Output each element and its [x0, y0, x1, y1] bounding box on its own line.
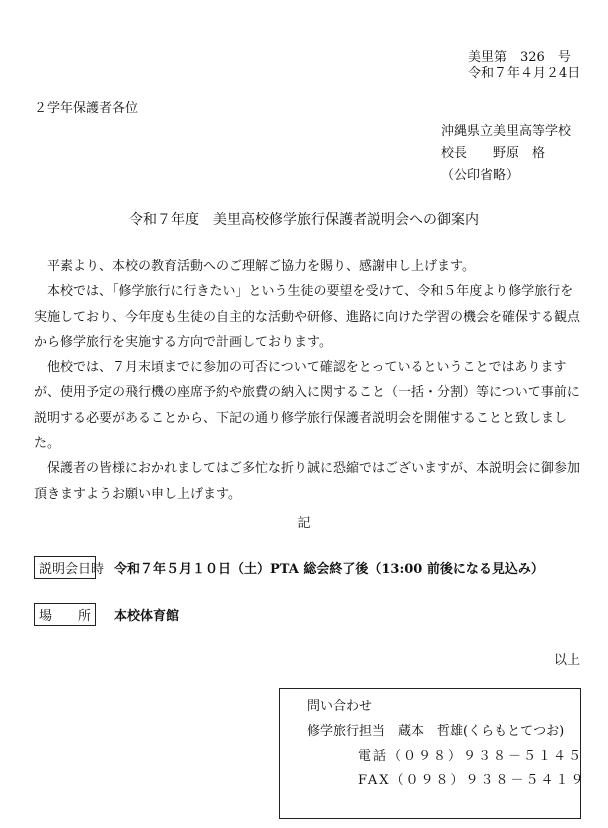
contact-phone: 電話（０９８）９３８－５１４５: [358, 749, 584, 764]
principal-name: 校長 野原 格: [441, 146, 546, 161]
place-row: [34, 603, 179, 626]
datetime-label: 説明会日時: [34, 556, 96, 579]
body-paragraph: 保護者の皆様におかれましてはご多忙な折り誠に恐縮ではございますが、本説明会に御参加頂きますようお願い申し上げます。: [34, 461, 581, 502]
datetime-row: [34, 556, 544, 579]
closing-mark: 以上: [554, 653, 581, 668]
document-title: 令和７年度 美里高校修学旅行保護者説明会への御案内: [129, 212, 479, 228]
place-label: [34, 603, 96, 626]
seal-note: （公印省略）: [441, 168, 520, 183]
ki-heading: 記: [297, 516, 311, 531]
place-label-char-2: 所: [77, 609, 91, 624]
contact-heading: 問い合わせ: [307, 699, 373, 714]
school-name: 沖縄県立美里高等学校: [441, 124, 572, 139]
document-date: 令和７年４月２4日: [468, 66, 581, 81]
recipient: ２学年保護者各位: [34, 101, 139, 116]
place-label-char-1: 場: [39, 609, 53, 624]
datetime-value: 令和７年５月１０日（土）PTA 総会終了後（13:00 前後になる見込み）: [114, 562, 544, 577]
body-paragraph: 平素より、本校の教育活動へのご理解ご協力を賜り、感謝申し上げます。: [47, 259, 475, 274]
body-paragraph: 本校では、「修学旅行に行きたい」という生徒の要望を受けて、令和５年度より修学旅行を実施しており、今年度も生徒の自主的な活動や研修、進路に向けた学習の機会を確保する観点から修学旅行を実施する方向で計画しております。: [34, 284, 581, 350]
document-number-block: [468, 50, 580, 82]
body-text: [34, 254, 580, 507]
contact-fax: FAX（０９８）９３８－５４１９: [358, 773, 586, 788]
place-value: 本校体育館: [114, 609, 180, 624]
sender-block: [441, 121, 571, 187]
document-number: 美里第 326 号: [468, 50, 571, 65]
contact-box: [279, 688, 586, 819]
body-paragraph: 他校では、７月末頃までに参加の可否について確認をとっているということではありますが、使用予定の飛行機の座席予約や旅費の納入に関すること（一括・分割）等について事前に説明する必要があることから、下記の通り修学旅行保護者説明会を開催することと致しました。: [34, 360, 580, 452]
contact-person: 修学旅行担当 蔵本 哲雄(くらもとてつお): [307, 724, 565, 739]
